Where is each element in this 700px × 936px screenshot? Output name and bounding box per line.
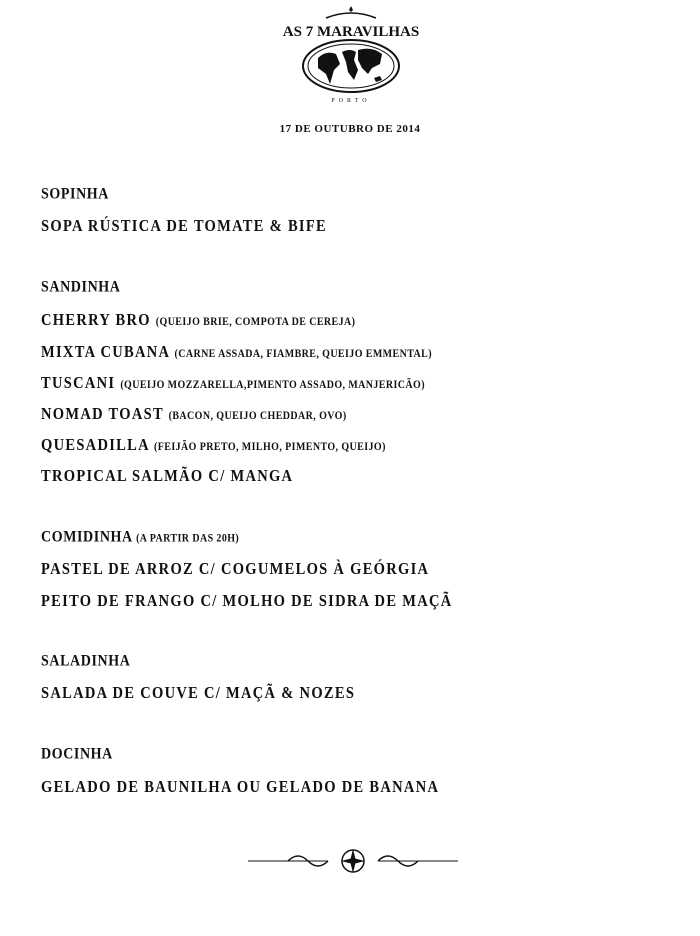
menu-item (41, 436, 386, 456)
section-title: SOPINHA (41, 186, 109, 204)
item-description: (BACON, QUEIJO CHEDDAR, OVO) (168, 409, 347, 423)
section-heading (41, 653, 130, 671)
svg-text:PORTO: PORTO (331, 98, 371, 104)
section-heading (41, 186, 109, 204)
item-name: GELADO DE BAUNILHA OU GELADO DE BANANA (41, 778, 440, 797)
menu-item (41, 311, 355, 331)
menu-item (41, 684, 355, 704)
menu-item (41, 405, 347, 425)
svg-text:AS 7 MARAVILHAS: AS 7 MARAVILHAS (282, 24, 420, 40)
item-name: SALADA DE COUVE C/ MAÇÃ & NOZES (41, 684, 356, 703)
item-description: (FEIJÃO PRETO, MILHO, PIMENTO, QUEIJO) (154, 440, 386, 454)
section-heading (41, 529, 239, 547)
menu-item (41, 374, 425, 394)
item-name: TUSCANI (41, 374, 116, 393)
menu-item (41, 778, 439, 798)
item-name: PEITO DE FRANGO C/ MOLHO DE SIDRA DE MAÇÃ (41, 592, 453, 611)
item-name: CHERRY BRO (41, 311, 151, 330)
menu-item (41, 592, 453, 612)
item-description: (QUEIJO BRIE, COMPOTA DE CEREJA) (155, 315, 356, 329)
item-name: TROPICAL SALMÃO C/ MANGA (41, 467, 294, 486)
item-name: MIXTA CUBANA (41, 343, 170, 362)
menu-item (41, 217, 327, 237)
menu-item (41, 467, 293, 487)
item-name: NOMAD TOAST (41, 405, 164, 424)
item-name: SOPA RÚSTICA DE TOMATE & BIFE (41, 217, 327, 236)
section-title: SALADINHA (41, 653, 131, 671)
menu-item (41, 343, 432, 363)
menu-item (41, 560, 429, 580)
item-name: QUESADILLA (41, 436, 150, 455)
section-heading (41, 279, 120, 297)
menu-date: 17 DE OUTUBRO DE 2014 (279, 123, 421, 135)
ornament-divider (248, 846, 458, 876)
section-title: SANDINHA (41, 279, 121, 297)
item-name: PASTEL DE ARROZ C/ COGUMELOS À GEÓRGIA (41, 560, 430, 579)
section-note: (A PARTIR DAS 20H) (136, 532, 240, 546)
section-title: COMIDINHA (41, 529, 132, 547)
logo (282, 2, 420, 112)
item-description: (CARNE ASSADA, FIAMBRE, QUEIJO EMMENTAL) (174, 347, 432, 361)
section-heading (41, 746, 113, 764)
section-title: DOCINHA (41, 746, 113, 764)
item-description: (QUEIJO MOZZARELLA,PIMENTO ASSADO, MANJERICÃO) (120, 378, 425, 392)
